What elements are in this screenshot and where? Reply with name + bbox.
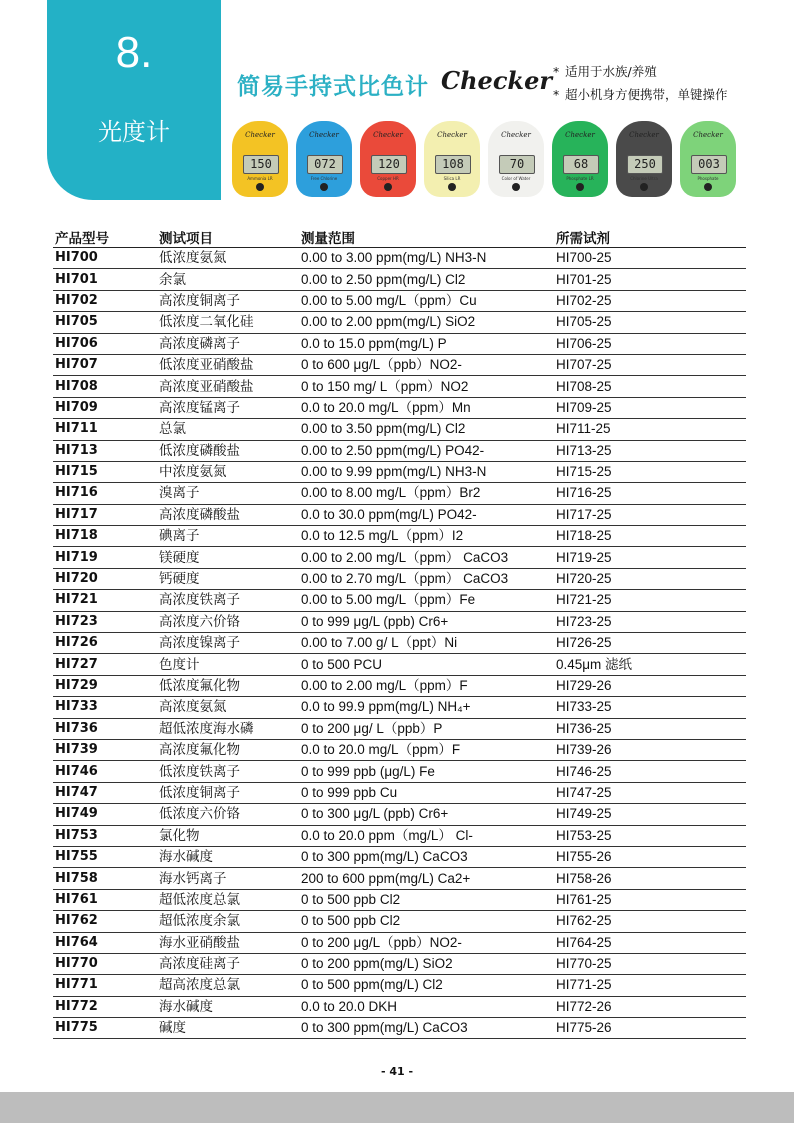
meter-button: [576, 183, 584, 191]
cell-model: HI729: [53, 675, 157, 696]
cell-parameter: 高浓度磷酸盐: [157, 504, 299, 525]
feature-text: 适用于水族/养殖: [565, 64, 657, 79]
meter-button: [256, 183, 264, 191]
cell-range: 0.00 to 2.00 mg/L（ppm） CaCO3: [299, 547, 554, 568]
cell-reagent: HI764-25: [554, 932, 746, 953]
checker-brand-logo: Checker: [441, 66, 552, 95]
header-model: 产品型号: [53, 227, 157, 248]
cell-model: HI758: [53, 868, 157, 889]
table-row: [53, 526, 746, 547]
cell-range: 0 to 200 μg/L（ppb）NO2-: [299, 932, 554, 953]
cell-parameter: 低浓度氨氮: [157, 248, 299, 269]
cell-model: HI711: [53, 419, 157, 440]
cell-model: HI723: [53, 611, 157, 632]
meter-label: Color of Water: [501, 176, 531, 181]
cell-range: 0.00 to 2.70 mg/L（ppm） CaCO3: [299, 568, 554, 589]
checker-meter: [488, 121, 544, 197]
cell-parameter: 高浓度氨氮: [157, 697, 299, 718]
cell-parameter: 高浓度硅离子: [157, 953, 299, 974]
table-row: [53, 633, 746, 654]
meter-button: [640, 183, 648, 191]
cell-parameter: 低浓度铜离子: [157, 782, 299, 803]
cell-reagent: HI775-26: [554, 1018, 746, 1039]
cell-reagent: HI705-25: [554, 312, 746, 333]
table-row: [53, 354, 746, 375]
cell-range: 0 to 999 μg/L (ppb) Cr6+: [299, 611, 554, 632]
cell-range: 0 to 200 μg/ L（ppb）P: [299, 718, 554, 739]
table-row: [53, 547, 746, 568]
cell-parameter: 低浓度亚硝酸盐: [157, 354, 299, 375]
cell-parameter: 超低浓度余氯: [157, 911, 299, 932]
cell-range: 0.00 to 3.50 ppm(mg/L) Cl2: [299, 419, 554, 440]
cell-reagent: HI746-25: [554, 761, 746, 782]
cell-model: HI706: [53, 333, 157, 354]
cell-reagent: HI713-25: [554, 440, 746, 461]
footer-bar: [0, 1092, 794, 1123]
table-row: [53, 483, 746, 504]
cell-model: HI715: [53, 461, 157, 482]
checker-meter: [552, 121, 608, 197]
meter-brand: Checker: [437, 131, 467, 139]
table-header-row: [53, 227, 746, 248]
cell-model: HI701: [53, 269, 157, 290]
cell-reagent: HI771-25: [554, 975, 746, 996]
cell-range: 0 to 500 ppb Cl2: [299, 889, 554, 910]
cell-reagent: HI772-26: [554, 996, 746, 1017]
cell-model: HI707: [53, 354, 157, 375]
product-headline: 简易手持式比色计: [237, 74, 429, 100]
table-row: [53, 697, 746, 718]
cell-parameter: 超低浓度总氯: [157, 889, 299, 910]
cell-range: 0.0 to 20.0 DKH: [299, 996, 554, 1017]
cell-parameter: 低浓度六价铬: [157, 804, 299, 825]
section-tab: [47, 0, 221, 200]
cell-parameter: 高浓度磷离子: [157, 333, 299, 354]
cell-model: HI747: [53, 782, 157, 803]
cell-model: HI721: [53, 590, 157, 611]
cell-parameter: 碱度: [157, 1018, 299, 1039]
meter-display: 108: [435, 155, 471, 174]
table-row: [53, 782, 746, 803]
cell-reagent: HI761-25: [554, 889, 746, 910]
table-row: [53, 397, 746, 418]
meter-display: 250: [627, 155, 663, 174]
cell-range: 0.00 to 9.99 ppm(mg/L) NH3-N: [299, 461, 554, 482]
cell-parameter: 高浓度铜离子: [157, 290, 299, 311]
meter-display: 120: [371, 155, 407, 174]
cell-range: 0.00 to 7.00 g/ L（ppt）Ni: [299, 633, 554, 654]
cell-range: 0 to 600 μg/L（ppb）NO2-: [299, 354, 554, 375]
cell-parameter: 海水碱度: [157, 996, 299, 1017]
cell-model: HI705: [53, 312, 157, 333]
cell-model: HI746: [53, 761, 157, 782]
cell-reagent: HI723-25: [554, 611, 746, 632]
cell-reagent: HI701-25: [554, 269, 746, 290]
cell-parameter: 氯化物: [157, 825, 299, 846]
header-reagent: 所需试剂: [554, 227, 746, 248]
cell-parameter: 低浓度铁离子: [157, 761, 299, 782]
cell-model: HI709: [53, 397, 157, 418]
table-row: [53, 461, 746, 482]
table-row: [53, 825, 746, 846]
cell-model: HI708: [53, 376, 157, 397]
cell-parameter: 高浓度镍离子: [157, 633, 299, 654]
meter-display: 003: [691, 155, 727, 174]
cell-model: HI733: [53, 697, 157, 718]
checker-meter: [680, 121, 736, 197]
spec-table: [53, 227, 746, 1039]
cell-model: HI772: [53, 996, 157, 1017]
cell-reagent: HI717-25: [554, 504, 746, 525]
table-row: [53, 248, 746, 269]
checker-meter: [232, 121, 288, 197]
table-row: [53, 911, 746, 932]
cell-parameter: 色度计: [157, 654, 299, 675]
table-row: [53, 889, 746, 910]
cell-range: 0.00 to 5.00 mg/L（ppm）Fe: [299, 590, 554, 611]
cell-reagent: HI720-25: [554, 568, 746, 589]
meter-brand: Checker: [693, 131, 723, 139]
cell-range: 0 to 300 ppm(mg/L) CaCO3: [299, 846, 554, 867]
cell-range: 0 to 500 PCU: [299, 654, 554, 675]
table-row: [53, 1018, 746, 1039]
table-row: [53, 932, 746, 953]
cell-range: 200 to 600 ppm(mg/L) Ca2+: [299, 868, 554, 889]
cell-range: 0 to 500 ppm(mg/L) Cl2: [299, 975, 554, 996]
meter-label: Chlorine Ultra: [630, 176, 658, 181]
cell-reagent: HI706-25: [554, 333, 746, 354]
meter-button: [320, 183, 328, 191]
table-row: [53, 312, 746, 333]
cell-range: 0.00 to 5.00 mg/L（ppm）Cu: [299, 290, 554, 311]
meter-display: 70: [499, 155, 535, 174]
cell-range: 0.00 to 8.00 mg/L（ppm）Br2: [299, 483, 554, 504]
table-row: [53, 846, 746, 867]
cell-range: 0 to 200 ppm(mg/L) SiO2: [299, 953, 554, 974]
feature-text: 超小机身方便携带，单键操作: [565, 87, 728, 102]
table-row: [53, 590, 746, 611]
table-row: [53, 611, 746, 632]
cell-model: HI753: [53, 825, 157, 846]
cell-reagent: HI700-25: [554, 248, 746, 269]
table-row: [53, 975, 746, 996]
cell-model: HI700: [53, 248, 157, 269]
table-row: [53, 868, 746, 889]
table-row: [53, 654, 746, 675]
cell-reagent: HI726-25: [554, 633, 746, 654]
table-row: [53, 504, 746, 525]
cell-range: 0 to 150 mg/ L（ppm）NO2: [299, 376, 554, 397]
cell-reagent: HI758-26: [554, 868, 746, 889]
cell-reagent: HI739-26: [554, 739, 746, 760]
cell-parameter: 海水钙离子: [157, 868, 299, 889]
cell-model: HI718: [53, 526, 157, 547]
cell-reagent: HI711-25: [554, 419, 746, 440]
table-row: [53, 739, 746, 760]
meter-brand: Checker: [565, 131, 595, 139]
cell-model: HI755: [53, 846, 157, 867]
cell-parameter: 碘离子: [157, 526, 299, 547]
feature-item: [553, 62, 728, 85]
cell-model: HI726: [53, 633, 157, 654]
meter-brand: Checker: [501, 131, 531, 139]
cell-reagent: HI718-25: [554, 526, 746, 547]
cell-parameter: 低浓度二氧化硅: [157, 312, 299, 333]
meter-label: Free Chlorine: [310, 176, 338, 181]
checker-meter: [360, 121, 416, 197]
cell-reagent: HI721-25: [554, 590, 746, 611]
cell-range: 0.0 to 99.9 ppm(mg/L) NH₄+: [299, 697, 554, 718]
cell-reagent: HI733-25: [554, 697, 746, 718]
table-row: [53, 269, 746, 290]
cell-range: 0.0 to 20.0 mg/L（ppm）F: [299, 739, 554, 760]
cell-reagent: HI736-25: [554, 718, 746, 739]
cell-parameter: 低浓度氟化物: [157, 675, 299, 696]
cell-model: HI761: [53, 889, 157, 910]
cell-model: HI762: [53, 911, 157, 932]
cell-model: HI749: [53, 804, 157, 825]
meter-button: [704, 183, 712, 191]
cell-model: HI716: [53, 483, 157, 504]
cell-reagent: HI762-25: [554, 911, 746, 932]
cell-model: HI719: [53, 547, 157, 568]
meter-button: [512, 183, 520, 191]
cell-model: HI771: [53, 975, 157, 996]
cell-parameter: 高浓度六价铬: [157, 611, 299, 632]
cell-range: 0.0 to 20.0 mg/L（ppm）Mn: [299, 397, 554, 418]
cell-parameter: 溴离子: [157, 483, 299, 504]
cell-range: 0 to 500 ppb Cl2: [299, 911, 554, 932]
cell-parameter: 高浓度铁离子: [157, 590, 299, 611]
table-row: [53, 953, 746, 974]
table-row: [53, 804, 746, 825]
meter-brand: Checker: [245, 131, 275, 139]
cell-reagent: HI716-25: [554, 483, 746, 504]
feature-item: [553, 85, 728, 108]
cell-parameter: 高浓度亚硝酸盐: [157, 376, 299, 397]
meter-label: Copper HR: [377, 176, 399, 181]
cell-range: 0 to 999 ppb Cu: [299, 782, 554, 803]
cell-model: HI727: [53, 654, 157, 675]
cell-parameter: 镁硬度: [157, 547, 299, 568]
meter-button: [384, 183, 392, 191]
cell-reagent: HI707-25: [554, 354, 746, 375]
cell-reagent: HI709-25: [554, 397, 746, 418]
table-row: [53, 996, 746, 1017]
meter-lineup-image: [232, 121, 742, 199]
table-row: [53, 419, 746, 440]
cell-model: HI775: [53, 1018, 157, 1039]
table-row: [53, 376, 746, 397]
meter-display: 68: [563, 155, 599, 174]
cell-reagent: HI729-26: [554, 675, 746, 696]
cell-range: 0.00 to 2.00 mg/L（ppm）F: [299, 675, 554, 696]
meter-brand: Checker: [309, 131, 339, 139]
cell-parameter: 低浓度磷酸盐: [157, 440, 299, 461]
table-row: [53, 440, 746, 461]
meter-label: Silica LR: [443, 176, 461, 181]
checker-meter: [424, 121, 480, 197]
cell-range: 0 to 999 ppb (μg/L) Fe: [299, 761, 554, 782]
cell-reagent: HI708-25: [554, 376, 746, 397]
cell-reagent: HI753-25: [554, 825, 746, 846]
meter-display: 072: [307, 155, 343, 174]
cell-range: 0.0 to 20.0 ppm（mg/L） Cl-: [299, 825, 554, 846]
cell-range: 0.0 to 15.0 ppm(mg/L) P: [299, 333, 554, 354]
cell-model: HI736: [53, 718, 157, 739]
cell-range: 0.00 to 2.50 ppm(mg/L) Cl2: [299, 269, 554, 290]
cell-model: HI702: [53, 290, 157, 311]
cell-range: 0.00 to 2.50 ppm(mg/L) PO42-: [299, 440, 554, 461]
cell-range: 0.0 to 12.5 mg/L（ppm）I2: [299, 526, 554, 547]
cell-range: 0.00 to 2.00 ppm(mg/L) SiO2: [299, 312, 554, 333]
table-row: [53, 761, 746, 782]
table-row: [53, 718, 746, 739]
meter-label: Phosphate LR: [566, 176, 594, 181]
meter-brand: Checker: [373, 131, 403, 139]
table-row: [53, 290, 746, 311]
checker-meter: [296, 121, 352, 197]
meter-label: Phosphate: [697, 176, 719, 181]
cell-reagent: HI715-25: [554, 461, 746, 482]
cell-model: HI739: [53, 739, 157, 760]
cell-model: HI770: [53, 953, 157, 974]
section-title: 光度计: [98, 118, 170, 146]
bullet-star: *: [553, 87, 560, 102]
cell-reagent: HI770-25: [554, 953, 746, 974]
table-row: [53, 675, 746, 696]
cell-parameter: 超高浓度总氯: [157, 975, 299, 996]
cell-parameter: 海水碱度: [157, 846, 299, 867]
cell-reagent: HI755-26: [554, 846, 746, 867]
feature-list: [553, 62, 728, 108]
table-row: [53, 568, 746, 589]
cell-parameter: 余氯: [157, 269, 299, 290]
cell-range: 0.0 to 30.0 ppm(mg/L) PO42-: [299, 504, 554, 525]
cell-range: 0 to 300 ppm(mg/L) CaCO3: [299, 1018, 554, 1039]
table-row: [53, 333, 746, 354]
cell-reagent: 0.45μm 滤纸: [554, 654, 746, 675]
checker-meter: [616, 121, 672, 197]
cell-parameter: 中浓度氨氮: [157, 461, 299, 482]
cell-parameter: 高浓度锰离子: [157, 397, 299, 418]
cell-range: 0 to 300 μg/L (ppb) Cr6+: [299, 804, 554, 825]
cell-parameter: 海水亚硝酸盐: [157, 932, 299, 953]
section-number: 8.: [115, 28, 153, 77]
meter-button: [448, 183, 456, 191]
bullet-star: *: [553, 64, 560, 79]
cell-range: 0.00 to 3.00 ppm(mg/L) NH3-N: [299, 248, 554, 269]
header-range: 测量范围: [299, 227, 554, 248]
cell-model: HI717: [53, 504, 157, 525]
cell-parameter: 高浓度氟化物: [157, 739, 299, 760]
cell-reagent: HI749-25: [554, 804, 746, 825]
cell-reagent: HI702-25: [554, 290, 746, 311]
cell-parameter: 钙硬度: [157, 568, 299, 589]
meter-label: Ammonia LR: [247, 176, 273, 181]
meter-brand: Checker: [629, 131, 659, 139]
header-parameter: 测试项目: [157, 227, 299, 248]
cell-parameter: 超低浓度海水磷: [157, 718, 299, 739]
meter-display: 150: [243, 155, 279, 174]
cell-model: HI720: [53, 568, 157, 589]
cell-model: HI713: [53, 440, 157, 461]
cell-reagent: HI719-25: [554, 547, 746, 568]
cell-reagent: HI747-25: [554, 782, 746, 803]
cell-model: HI764: [53, 932, 157, 953]
cell-parameter: 总氯: [157, 419, 299, 440]
page-number: - 41 -: [380, 1065, 414, 1078]
